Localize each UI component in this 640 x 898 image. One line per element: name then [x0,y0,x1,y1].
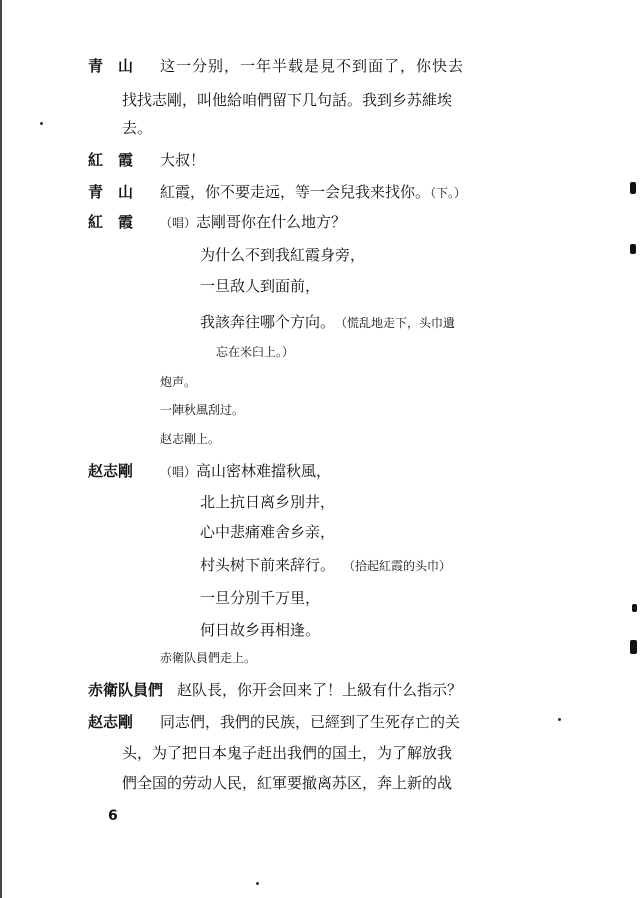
sing-marker: （唱） [160,465,197,479]
stage-note: （下。） [430,186,467,200]
sung-line [160,461,331,482]
dialogue-line: 大叔！ [160,151,206,169]
stage-direction: 一陣秋風刮过。 [160,403,245,417]
lyric-line: 何日故乡再相逢。 [200,621,321,639]
scan-edge-mark [630,182,636,194]
speaker-qingshan: 青 山 [88,57,134,75]
dialogue-text: 赵队長，你开会回来了！上級有什么指示？ [177,681,463,699]
lyric-line: 北上抗日离乡別井， [200,493,336,511]
scan-speck [256,882,259,885]
scan-edge-mark [630,244,636,254]
dialogue-line: 們全国的劳动人民，紅軍要撤离苏区，奔上新的战 [122,774,453,792]
lyric-text: 我該奔往哪个方向。 [200,313,336,331]
speaker-chiweidui: 赤衛队員們 [88,681,164,699]
lyric-line: 心中悲痛难舍乡亲， [200,523,336,541]
speaker-zhaozhigang: 赵志剛 [88,462,134,480]
sung-line [160,212,346,233]
lyric-line [200,312,455,333]
lyric-line: 一旦敌人到面前， [200,277,321,295]
lyric-text: 村头树下前来辞行。 [200,556,336,574]
dialogue-line [160,182,466,203]
stage-note: （慌乱地走下，头巾遺 [341,316,456,330]
dialogue-line: 头，为了把日本鬼子赶出我們的国土，为了解放我 [122,744,453,762]
speaker-hongxia: 紅 霞 [88,151,134,169]
speaker-hongxia: 紅 霞 [88,213,134,231]
stage-note: （拾起紅霞的头巾） [349,559,452,573]
stage-direction: 赵志剛上。 [160,432,221,446]
page-number: 6 [108,808,118,824]
dialogue-line: 去。 [122,119,153,137]
sing-marker: （唱） [160,216,197,230]
dialogue-line: 找找志剛，叫他給咱們留下几句話。我到乡苏維埃 [122,91,453,109]
lyric-line [200,555,451,576]
dialogue-text: 紅霞，你不要走远，等一会兒我来找你。 [160,183,431,201]
speaker-qingshan: 青 山 [88,183,134,201]
scan-speck [558,718,561,721]
speaker-zhaozhigang: 赵志剛 [88,713,134,731]
lyric-line: 为什么不到我紅霞身旁， [200,246,366,264]
dialogue-line: 这一分别，一年半载是見不到面了，你快去 [160,57,465,75]
scan-edge-mark [632,604,637,612]
stage-direction: 赤衛队員們走上。 [160,651,257,665]
dialogue-line: 同志們，我們的民族，已經到了生死存亡的关 [160,713,461,731]
stage-note-continued: 忘在米臼上。） [216,345,295,359]
page-left-edge-shadow [0,0,2,898]
lyric-text: 高山密林难擋秋風， [196,462,332,480]
lyric-line: 一旦分別千万里， [200,589,321,607]
stage-direction: 炮声。 [160,375,197,389]
scan-edge-mark [630,640,637,654]
dialogue-line [88,680,462,700]
scan-speck [40,122,43,125]
lyric-text: 志剛哥你在什么地方？ [196,213,347,231]
